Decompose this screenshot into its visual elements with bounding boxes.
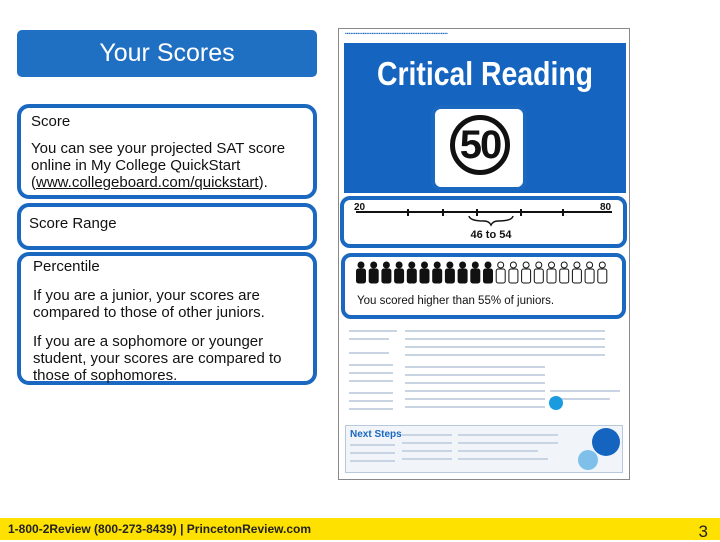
person-icon-filled — [369, 262, 378, 283]
person-icon-empty — [572, 262, 581, 283]
next-steps-title: Next Steps — [350, 429, 402, 440]
score-range-scale — [344, 200, 623, 244]
score-heading: Score — [31, 113, 71, 130]
scale-max-label: 80 — [600, 202, 612, 213]
score-text-before: You can see your projected SAT score online in My College QuickStart ( — [31, 140, 286, 191]
page-number: 3 — [698, 522, 708, 541]
percentile-sophomore-text: If you are a sophomore or younger student, your scores are compared to those of sophomores. — [33, 333, 282, 384]
person-icon-filled — [458, 262, 467, 283]
report-section-title: Critical Reading — [376, 55, 594, 92]
score-range-value: 46 to 54 — [470, 229, 512, 241]
person-icon-empty — [598, 262, 607, 283]
scale-min-label: 20 — [354, 202, 366, 213]
quickstart-link[interactable]: www.collegeboard.com/quickstart — [36, 174, 259, 191]
person-icon-filled — [395, 262, 404, 283]
info-icon — [549, 396, 563, 410]
person-icon-filled — [420, 262, 429, 283]
percentile-heading: Percentile — [33, 258, 100, 275]
person-icon-empty — [509, 262, 518, 283]
score-highlight — [431, 105, 527, 191]
report-header-line: ▪▪▪▪▪▪▪▪▪▪▪▪▪▪▪▪▪▪▪▪▪▪▪▪▪▪▪▪▪▪▪▪▪▪▪▪▪▪▪▪▪▪▪▪▪▪▪▪▪▪▪▪▪▪▪▪▪▪ — [345, 31, 448, 37]
footer-bar — [0, 518, 720, 540]
person-icon-filled — [471, 262, 480, 283]
person-icon-filled — [407, 262, 416, 283]
person-icon-filled — [445, 262, 454, 283]
percentile-statement: You scored higher than 55% of juniors. — [357, 295, 555, 307]
score-range-heading: Score Range — [29, 215, 117, 232]
person-icon-empty — [522, 262, 531, 283]
person-icon-empty — [560, 262, 569, 283]
person-icon-filled — [433, 262, 442, 283]
person-icon-empty — [547, 262, 556, 283]
person-icon-filled — [357, 262, 366, 283]
score-range-highlight — [340, 196, 627, 248]
slide-title: Your Scores — [17, 30, 317, 77]
percentile-callout — [17, 252, 317, 385]
person-icon-empty — [534, 262, 543, 283]
decorative-circle-dark — [592, 428, 620, 456]
score-range-callout — [17, 203, 317, 250]
score-text-after: ). — [258, 174, 268, 191]
footer-contact: 1-800-2Review (800-273-8439) | PrincetonReview.com — [8, 522, 312, 536]
person-icon-empty — [585, 262, 594, 283]
next-steps-panel — [345, 425, 623, 473]
person-icon-filled — [382, 262, 391, 283]
person-icon-filled — [484, 262, 493, 283]
score-callout — [17, 104, 317, 199]
decorative-circle-light — [578, 450, 598, 470]
person-icon-empty — [496, 262, 505, 283]
score-value: 50 — [450, 115, 510, 175]
percentile-junior-text: If you are a junior, your scores are compared to those of other juniors. — [33, 287, 265, 321]
range-bracket — [469, 216, 513, 225]
percentile-highlight — [341, 253, 626, 319]
